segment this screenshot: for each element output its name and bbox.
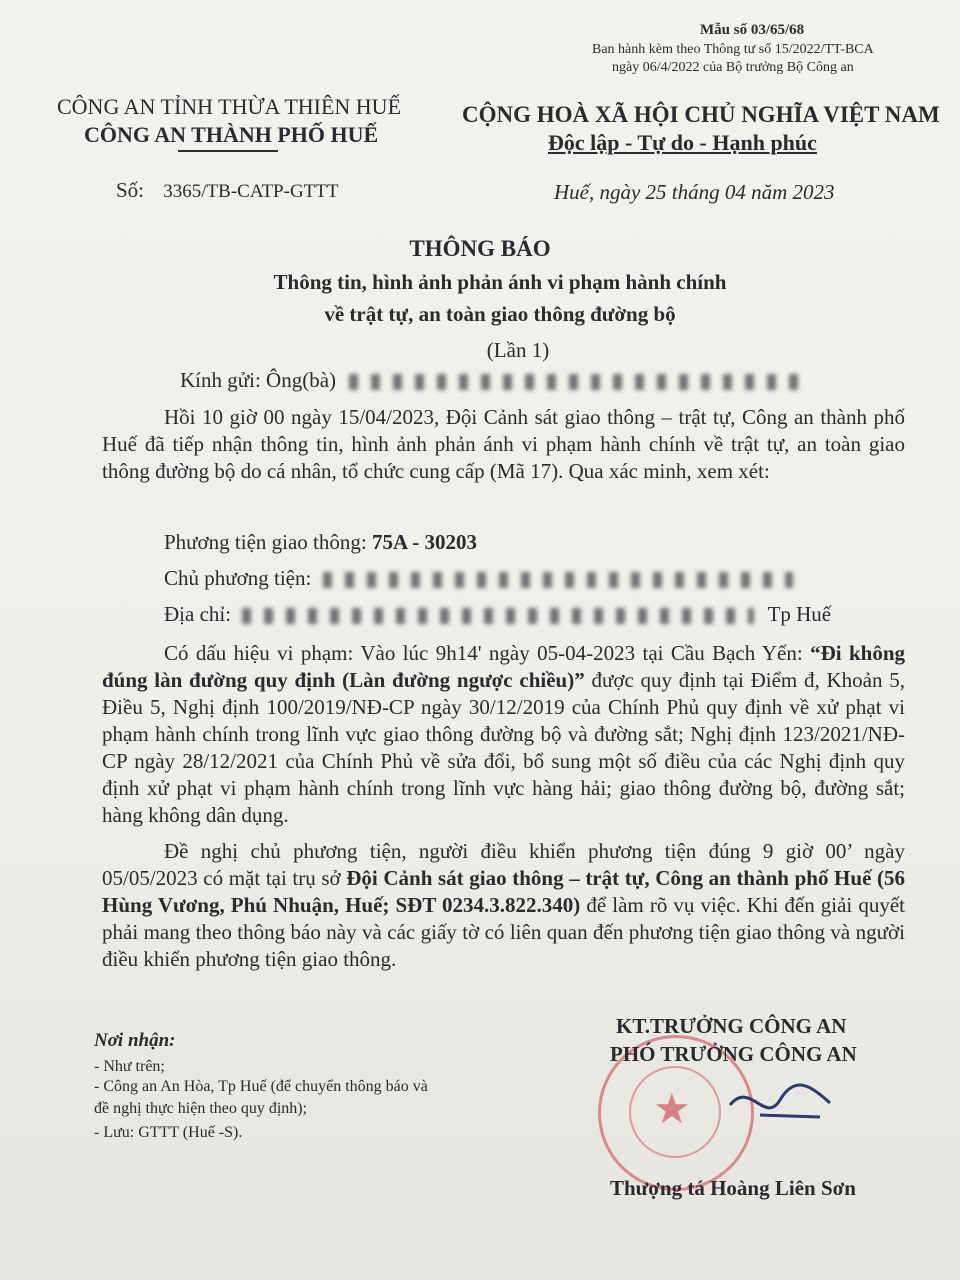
agency-name: CÔNG AN THÀNH PHỐ HUẾ [84,122,379,147]
seal-star-icon: ★ [653,1087,691,1133]
address-label: Địa chỉ: [164,602,232,626]
signer-name: Thượng tá Hoàng Liên Sơn [610,1176,856,1200]
vehicle-plate: 75A - 30203 [371,530,477,554]
vehicle-line [164,530,477,555]
request-office: Đội Cảnh sát giao thông – trật tự, Công an thành phố Huế (56 Hùng Vương, Phú Nhuận, Huế; SĐT 0234.3.822.340) [102,866,905,917]
notice-title: THÔNG BÁO [409,236,551,261]
redacted-recipient-name [349,374,799,390]
form-issued-line: Ban hành kèm theo Thông tư số 15/2022/TT-BCA [592,42,874,57]
receivers-title: Nơi nhận: [94,1030,176,1051]
recipient-label: Kính gửi: Ông(bà) [180,368,337,392]
form-number: Mẫu số 03/65/68 [700,22,805,38]
owner-line [164,566,793,591]
request-instructions: để làm rõ vụ việc. Khi đến giải quyết phải mang theo thông báo này và các giấy tờ có liên quan đến phương tiện giao thông và người điều khiển phương tiện giao thông. [102,893,905,971]
request-intro: Đề nghị chủ phương tiện, người điều khiển phương tiện đúng 9 giờ 00’ ngày 05/05/2023 có mặt tại trụ sở [102,839,905,890]
form-date-line: ngày 06/4/2022 của Bộ trưởng Bộ Công an [612,60,854,75]
parent-agency: CÔNG AN TỈNH THỪA THIÊN HUẾ [57,94,402,119]
redacted-address [242,608,754,624]
notice-round: (Lần 1) [486,338,550,362]
national-motto: Độc lập - Tự do - Hạnh phúc [548,130,817,155]
signature-title-1: KT.TRƯỞNG CÔNG AN [616,1014,847,1038]
receivers-item: - Như trên; [94,1058,165,1075]
violation-paragraph [102,640,905,829]
address-city: Tp Huế [767,602,832,626]
nation-name: CỘNG HOÀ XÃ HỘI CHỦ NGHĨA VIỆT NAM [462,102,940,127]
place-date: Huế, ngày 25 tháng 04 năm 2023 [554,180,835,204]
violation-description: “Đi không đúng làn đường quy định (Làn đường ngược chiều)” [102,641,906,692]
handwritten-signature-icon [720,1075,840,1135]
vehicle-label: Phương tiện giao thông: [164,530,367,554]
reference [116,178,338,203]
receivers-item: - Lưu: GTTT (Huế -S). [94,1124,243,1141]
intro-paragraph: Hồi 10 giờ 00 ngày 15/04/2023, Đội Cảnh sát giao thông – trật tự, Công an thành phố Huế đã tiếp nhận thông tin, hình ảnh phản ánh vi phạm hành chính về trật tự, an toàn giao thông đường bộ do cá nhân, tổ chức cung cấp (Mã 17). Qua xác minh, xem xét: [102,405,905,483]
redacted-owner-name [323,572,793,588]
request-paragraph [102,838,905,973]
violation-intro: Có dấu hiệu vi phạm: Vào lúc 9h14' ngày 05-04-2023 tại Cầu Bạch Yến: [164,641,803,665]
receivers-item: đề nghị thực hiện theo quy định); [94,1100,308,1117]
reference-label: Số: [116,178,145,202]
owner-label: Chủ phương tiện: [164,566,312,590]
address-line [164,602,831,627]
notice-subtitle-1: Thông tin, hình ảnh phản ánh vi phạm hành chính [273,270,727,294]
reference-number: 3365/TB-CATP-GTTT [163,181,339,202]
recipient-line [180,368,799,393]
notice-subtitle-2: về trật tự, an toàn giao thông đường bộ [324,302,676,326]
receivers-item: - Công an An Hòa, Tp Huế (để chuyển thông báo và [94,1078,428,1095]
agency-underline [178,150,278,152]
signature-title-2: PHÓ TRƯỞNG CÔNG AN [610,1042,857,1066]
violation-legal-basis: được quy định tại Điểm đ, Khoản 5, Điều 5, Nghị định 100/2019/NĐ-CP ngày 30/12/2019 của Chính Phủ quy định về xử phạt vi phạm hành chính trong lĩnh vực giao thông đường bộ và đường sắt; Nghị định 123/2021/NĐ-CP ngày 28/12/2021 của Chính Phủ về sửa đổi, bổ sung một số điều của các Nghị định quy định xử phạt vi phạm hành chính trong lĩnh vực hàng hải; giao thông đường bộ, đường sắt; hàng không dân dụng. [102,668,905,827]
